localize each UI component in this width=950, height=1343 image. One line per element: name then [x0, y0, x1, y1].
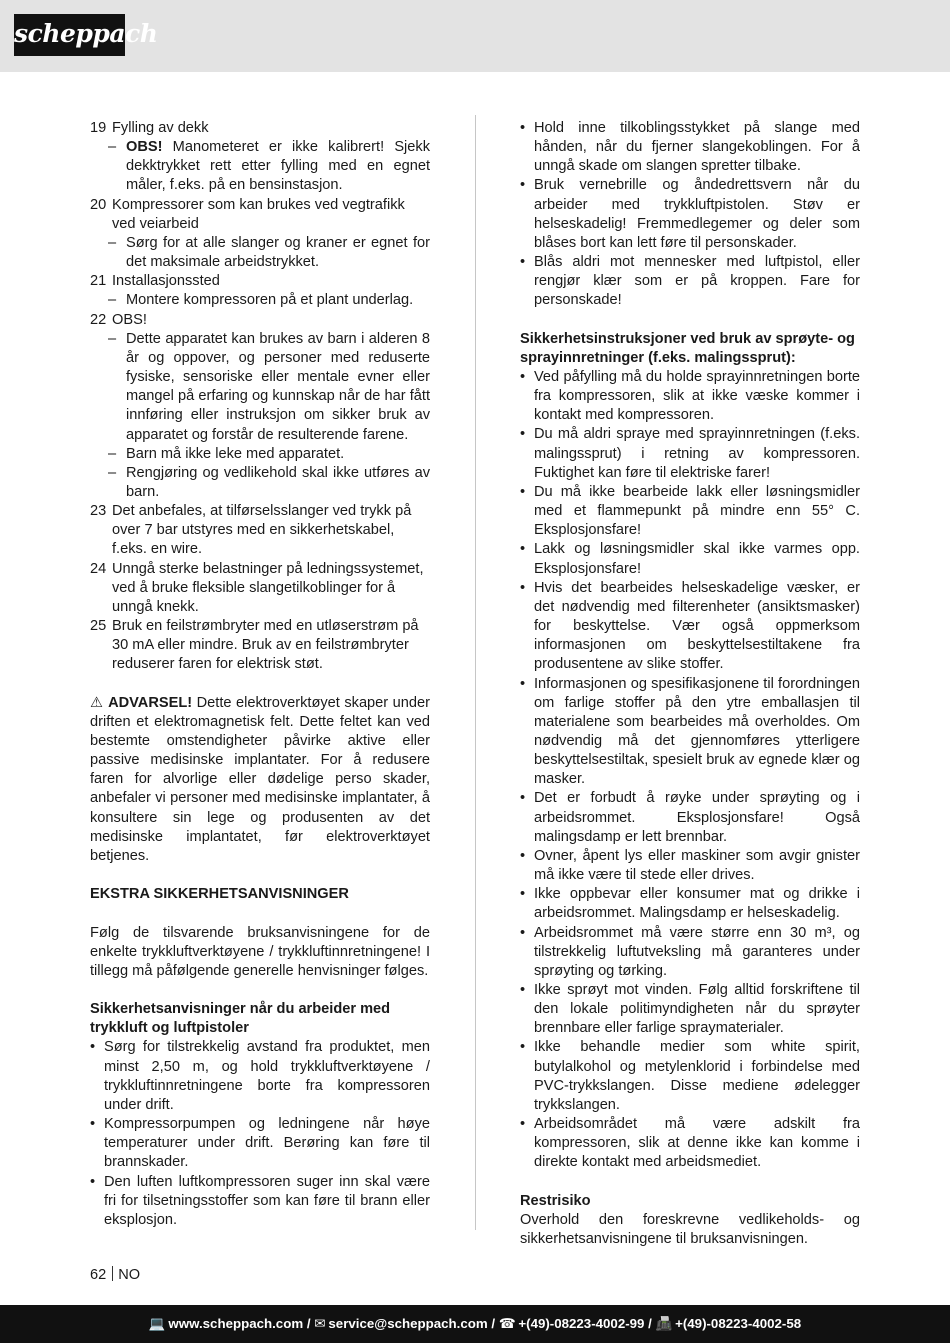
- computer-icon: 💻: [148, 1316, 166, 1331]
- bullet-item: • Sørg for tilstrekkelig avstand fra produktet, men minst 2,50 m, og hold trykkluftverktøyene / trykkluftinnretningene borte fra kompressoren under drift.: [90, 1039, 430, 1113]
- bullet-item: • Informasjonen og spesifikasjonene til forordningen om farlige stoffer på den ytre emballasjen til materialene som bearbeides må overholdes. Om nødvendig må det gjennomføres ytterligere beskyttelsestiltak, spesielt bruk av egnede klær og masker.: [520, 675, 860, 788]
- bullet-item: • Ovner, åpent lys eller maskiner som avgir gnister må ikke være til stede eller drives.: [520, 847, 860, 884]
- bullet-item: • Arbeidsrommet må være større enn 30 m³, og tilstrekkelig luftutveksling må garanteres under sprøyting og tørking.: [520, 924, 860, 979]
- column-divider: [475, 115, 476, 1230]
- bullet-item: • Lakk og løsningsmidler skal ikke varmes opp. Eksplosjonsfare!: [520, 541, 860, 577]
- page-number: 62 NO: [90, 1267, 141, 1283]
- section-heading: Sikkerhetsanvisninger når du arbeider med trykkluft og luftpistoler: [90, 1001, 391, 1037]
- list-item-20: 20 Kompressorer som kan brukes ved vegtrafikk ved veiarbeid: [90, 196, 405, 232]
- bullet-item: • Det er forbudt å røyke under sprøyting og i arbeidsrommet. Eksplosjonsfare! Også malingsdamp er lett brennbar.: [520, 790, 860, 845]
- list-item-23: 23 Det anbefales, at tilførselsslanger ved trykk på over 7 bar utstyres med en sikkerhetskabel, f.eks. en wire.: [90, 503, 412, 558]
- fax-number: +(49)-08223-4002-58: [675, 1316, 802, 1331]
- list-subitem: – Montere kompressoren på et plant underlag.: [108, 292, 414, 309]
- list-item-19: 19 Fylling av dekk: [90, 120, 209, 136]
- list-item-21: 21 Installasjonssted: [90, 273, 220, 290]
- bullet-item: • Kompressorpumpen og ledningene når høye temperaturer under drift. Berøring kan føre til brannskader.: [90, 1116, 430, 1171]
- list-subitem: – Barn må ikke leke med apparatet.: [108, 445, 345, 462]
- phone-number: +(49)-08223-4002-99: [518, 1316, 645, 1331]
- bullet-item: • Blås aldri mot mennesker med luftpistol, eller rengjør klær som er på kroppen. Fare for personskade!: [520, 254, 860, 309]
- paragraph: Overhold den foreskrevne vedlikeholds- og sikkerhetsanvisningene til bruksanvisningen.: [520, 1211, 860, 1248]
- bullet-item: • Hvis det bearbeides helseskadelige væsker, er det nødvendig med filterenheter (ansiktsmasker) for beskyttelse. Vær også oppmerksom informasjonen om beskyttelsestiltakene fra produsentene av slike stoffer.: [520, 579, 860, 673]
- bullet-item: • Du må ikke bearbeide lakk eller løsningsmidler med et flammepunkt på mindre enn 55° C. Eksplosjonsfare!: [520, 483, 860, 539]
- bullet-item: • Arbeidsområdet må være adskilt fra kompressoren, slik at denne ikke kan komme i direkte kontakt med arbeidsmediet.: [520, 1116, 860, 1171]
- left-column: [90, 119, 430, 1230]
- list-subitem: – Sørg for at alle slanger og kraner er egnet for det maksimale arbeidstrykket.: [108, 234, 430, 271]
- contact-footer: 💻 www.scheppach.com / ✉ service@scheppach.com / ☎ +(49)-08223-4002-99 / 📠 +(49)-08223-4002-58: [0, 1305, 950, 1343]
- bullet-item: • Bruk vernebrille og åndedrettsvern når du arbeider med trykkluftpistolen. Støv er helseskadelig! Fremmedlegemer og deler som blåses bort kan lett føre til personskader.: [520, 177, 860, 251]
- bullet-item: • Ikke behandle medier som white spirit, butylalkohol og metylenklorid i forbindelse med PVC-trykkslangen. Disse mediene ødelegger trykkslangen.: [520, 1039, 860, 1113]
- list-subitem: – Dette apparatet kan brukes av barn i alderen 8 år og oppover, og personer med reduserte fysiske, sensoriske eller mentale evner eller mangel på erfaring og kunnskap når de har fått innføring eller instruksjon om sikker bruk av apparatet og forstår de resulterende farene.: [108, 330, 430, 443]
- list-subitem: – Rengjøring og vedlikehold skal ikke utføres av barn.: [108, 464, 430, 500]
- list-subitem: – OBS! Manometeret er ikke kalibrert! Sjekk dekktrykket rett etter fylling med en egnet måler, f.eks. på en bensinstasjon.: [108, 139, 430, 194]
- paragraph: Følg de tilsvarende bruksanvisningene for de enkelte trykkluftverktøyene / trykkluftinnretningene! I tillegg må påfølgende generelle henvisninger følges.: [90, 924, 430, 979]
- page-header: [0, 0, 950, 72]
- website-link[interactable]: www.scheppach.com: [168, 1316, 304, 1331]
- section-heading: EKSTRA SIKKERHETSANVISNINGER: [90, 886, 349, 903]
- phone-icon: ☎: [498, 1316, 516, 1331]
- bullet-item: • Ved påfylling må du holde sprayinnretningen borte fra kompressoren, slik at ikke væske kommer i kontakt med kompressoren.: [520, 369, 860, 424]
- list-item-25: 25 Bruk en feilstrømbryter med en utløserstrøm på 30 mA eller mindre. Bruk av en feilstrømbryter reduserer faren for elektrisk støt.: [90, 618, 419, 673]
- bullet-item: • Ikke oppbevar eller konsumer mat og drikke i arbeidsrommet. Malingsdamp er helseskadelig.: [520, 886, 860, 922]
- warning-triangle-icon: ⚠: [90, 694, 104, 711]
- bullet-item: • Du må aldri spraye med sprayinnretningen (f.eks. malingssprut) i retning av kompressoren. Fuktighet kan føre til elektriske farer!: [520, 426, 860, 481]
- mail-icon: ✉: [314, 1316, 326, 1331]
- bullet-item: • Hold inne tilkoblingsstykket på slange med hånden, når du fjerner slangekoblingen. For å unngå skade om slangen spretter tilbake.: [520, 120, 860, 175]
- section-heading: Sikkerhetsinstruksjoner ved bruk av sprøyte- og sprayinnretninger (f.eks. malingssprut):: [520, 330, 855, 366]
- warning-paragraph: ⚠ ADVARSEL! Dette elektroverktøyet skaper under driften et elektromagnetisk felt. Dette feltet kan ved bestemte omstendigheter påvirke aktive eller passive medisinske implantater. For å redusere faren for alvorlige eller dødelige perso skader, anbefaler vi personer med medisinske implantater, å konsultere sin lege og produsenten av det medisinske implantatet, før elektroverktøyet betjenes.: [90, 694, 430, 864]
- bullet-item: • Ikke sprøyt mot vinden. Følg alltid forskriftene til den lokale politimyndigheten når du sprøyter brennbare eller farlige spraymaterialer.: [520, 982, 860, 1037]
- section-heading: Restrisiko: [520, 1192, 591, 1209]
- bullet-item: • Den luften luftkompressoren suger inn skal være fri for tilsetningsstoffer som kan føre til brann eller eksplosjon.: [90, 1173, 430, 1228]
- right-column: [520, 119, 860, 1249]
- fax-icon: 📠: [655, 1316, 673, 1331]
- list-item-22: 22 OBS!: [90, 311, 147, 328]
- scheppach-logo: scheppach: [14, 14, 125, 56]
- email-link[interactable]: service@scheppach.com: [328, 1316, 488, 1331]
- list-item-24: 24 Unngå sterke belastninger på ledningssystemet, ved å bruke fleksible slangetilkoblinger for å unngå knekk.: [90, 560, 424, 615]
